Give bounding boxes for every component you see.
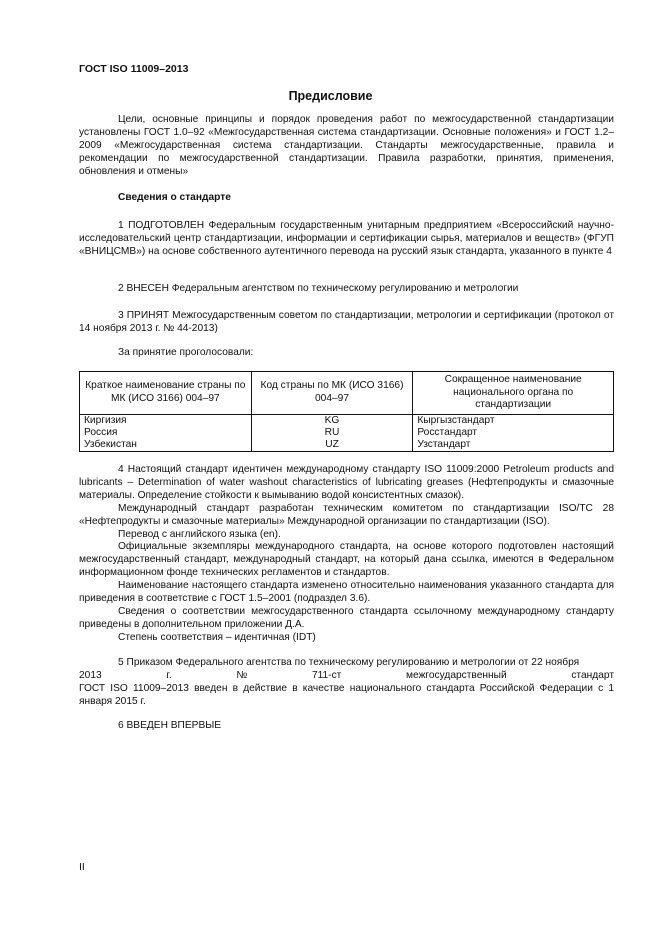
voting-table — [79, 371, 614, 452]
page-number: II — [79, 861, 85, 873]
table-cell-code: UZ — [251, 439, 413, 452]
table-row — [80, 427, 614, 439]
item3-block — [79, 310, 614, 336]
item2-block — [79, 283, 614, 296]
table-header-row — [80, 372, 614, 415]
item4-block — [79, 464, 614, 645]
table-header-code: Код страны по МК (ИСО 3166) 004–97 — [251, 372, 413, 415]
table-row — [80, 439, 614, 452]
item-5-word: 2013 — [79, 669, 102, 681]
section-heading-block — [79, 192, 614, 205]
item-5-word: г. — [166, 669, 172, 681]
item-3-paragraph: 3 ПРИНЯТ Межгосударственным советом по стандартизации, метрологии и сертификации (протокол от 14 ноября 2013 г. № 44-2013) — [79, 310, 614, 334]
item-4-name-change-paragraph: Наименование настоящего стандарта изменено относительно наименования указанного стандарта для приведения в соответствие с ГОСТ 1.5–2001 (подраздел 3.6). — [79, 580, 614, 605]
table-cell-code: RU — [251, 427, 413, 439]
table-cell-country: Россия — [80, 427, 252, 439]
voted-block — [79, 347, 614, 360]
page-title: Предисловие — [288, 89, 373, 103]
intro-paragraph: Цели, основные принципы и порядок проведения работ по межгосударственной стандартизации установлены ГОСТ 1.0–92 «Межгосударственная система стандартизации. Основные положения» и ГОСТ 1.2–2009 «Межгосударственная система стандартизации. Стандарты межгосударственные, правила и рекомендации по межгосударственной стандартизации. Правила разработки, принятия, применения, обновления и отмены» — [79, 114, 614, 177]
section-heading: Сведения о стандарте — [118, 192, 231, 203]
table-cell-body: Узстандарт — [413, 439, 614, 452]
item-4-developer-paragraph: Международный стандарт разработан техническим комитетом по стандартизации ISO/TC 28 «Нефтепродукты и смазочные материалы» Международной организации по стандартизации (ISO). — [79, 502, 614, 527]
item-6-paragraph: 6 ВВЕДЕН ВПЕРВЫЕ — [118, 720, 222, 731]
item6-block — [79, 720, 614, 733]
item-5-rest: ГОСТ ISO 11009–2013 введен в действие в качестве национального стандарта Российской Федерации с 1 января 2015 г. — [79, 682, 614, 707]
item1-block — [79, 220, 614, 259]
table-cell-country: Узбекистан — [80, 439, 252, 452]
item-5-word: 711-ст — [311, 669, 342, 681]
item-4-conformity-info-paragraph: Сведения о соответствии межгосударственного стандарта ссылочному международному стандарту приведены в дополнительном приложении Д.А. — [79, 605, 614, 630]
item-4-copies-paragraph: Официальные экземпляры международного стандарта, на основе которого подготовлен настоящий межгосударственный стандарт, международный стандарт, на который дана ссылка, имеются в Федеральном информационном фонде технических регламентов и стандартов. — [79, 541, 614, 579]
item-5-spread-line — [79, 670, 614, 683]
item5-block — [79, 657, 614, 709]
table-cell-country: Киргизия — [80, 414, 252, 427]
intro-block — [79, 114, 614, 179]
item-5-word: стандарт — [571, 669, 614, 681]
table-header-country: Краткое наименование страны по МК (ИСО 3166) 004–97 — [80, 372, 252, 415]
item-4-paragraph: 4 Настоящий стандарт идентичен международному стандарту ISO 11009:2000 Petroleum products and lubricants – Determination of water washout characteristics of lubricating greases (Нефтепродукты и смазочные материалы. Определение стойкости к вымыванию водой консистентных смазок). — [79, 464, 614, 501]
item-2-paragraph: 2 ВНЕСЕН Федеральным агентством по техническому регулированию и метрологии — [118, 283, 519, 294]
table-row — [80, 414, 614, 427]
table-header-body: Сокращенное наименование национального органа по стандартизации — [413, 372, 614, 415]
item-4-degree-paragraph: Степень соответствия – идентичная (IDT) — [118, 631, 316, 643]
item-5-word: межгосударственный — [406, 669, 507, 681]
table-cell-body: Росстандарт — [413, 427, 614, 439]
table-cell-body: Кыргызстандарт — [413, 414, 614, 427]
item-4-translation-paragraph: Перевод с английского языка (en). — [118, 528, 281, 540]
item-1-paragraph: 1 ПОДГОТОВЛЕН Федеральным государственным унитарным предприятием «Всероссийский научно-исследовательский центр стандартизации, информации и сертификации сырья, материалов и веществ» (ФГУП «ВНИЦСМВ») на основе собственного аутентичного перевода на русский язык стандарта, указанного в пункте 4 — [79, 220, 614, 257]
voted-label: За принятие проголосовали: — [118, 347, 254, 358]
document-code-header: ГОСТ ISO 11009–2013 — [79, 63, 189, 75]
item-5-line-1: 5 Приказом Федерального агентства по техническому регулированию и метрологии от 22 ноября — [118, 657, 580, 668]
item-5-word: № — [236, 669, 248, 681]
table-cell-code: KG — [251, 414, 413, 427]
